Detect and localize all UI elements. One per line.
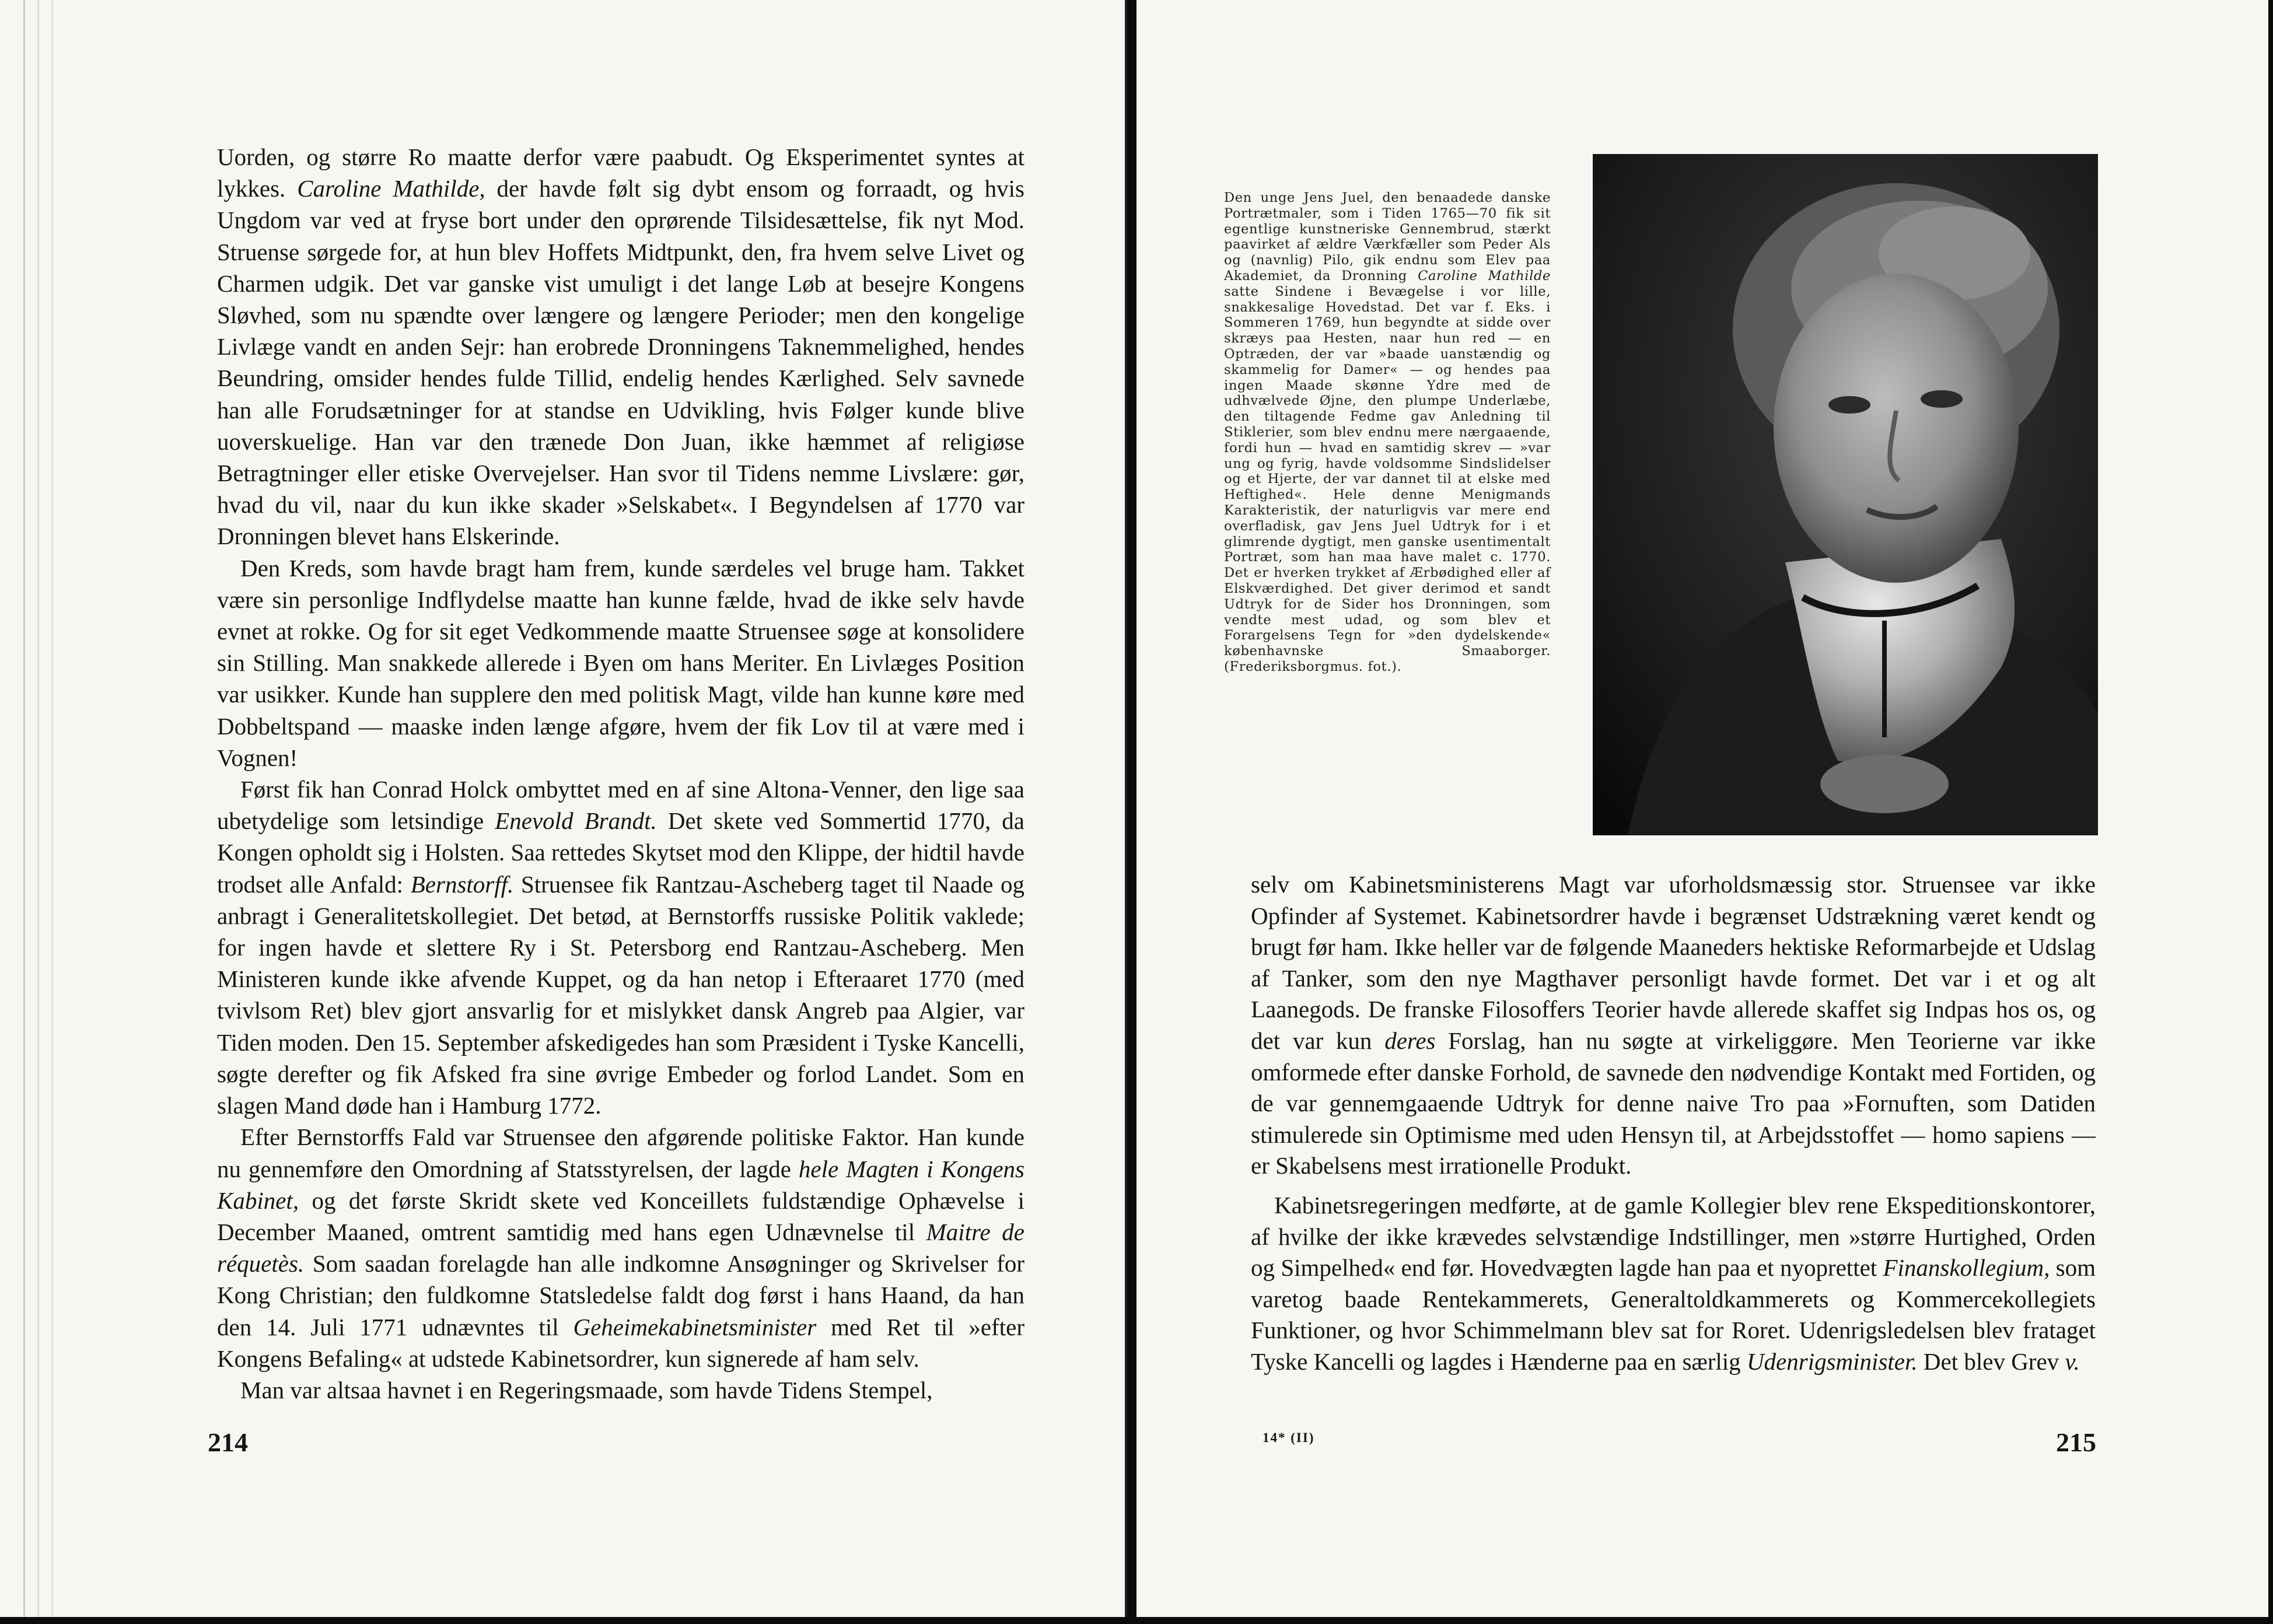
book-edge	[37, 0, 39, 1617]
paragraph: Kabinetsregeringen medførte, at de gamle Kollegier blev rene Ekspeditionskontorer, af hvilke der ikke krævedes selvstændige Indstillinger, men »større Hurtighed, Orden og Simpelhed« end før. Hovedvægten lagde han paa et nyoprettet Finanskollegium, som varetog baade Rentekammerets, Generaltoldkammerets og Kommercekollegiets Funktioner, og hvor Schimmelmann blev sat for Roret. Udenrigsledelsen blev frataget Tyske Kancelli og lagdes i Hænderne paa en særlig Udenrigsminister. Det blev Grev v.	[1251, 1191, 2096, 1375]
book-edge	[23, 0, 25, 1617]
paragraph: Man var altsaa havnet i en Regeringsmaade, som havde Tidens Stempel,	[240, 1376, 933, 1404]
left-page	[0, 0, 1127, 1617]
paragraph: Uorden, og større Ro maatte derfor være paabudt. Og Eksperimentet syntes at lykkes. Caroline Mathilde, der havde følt sig dybt ensom og forraadt, og hvis Ungdom var ved at fryse bort under den oprørende Tilsidesættelse, fik nyt Mod. Struense sørgede for, at hun blev Hoffets Midtpunkt, den, fra hvem selve Livet og Charmen udgik. Det var ganske vist umuligt i det lange Løb at besejre Kongens Sløvhed, som nu spændte over længere og længere Perioder; men den kongelige Livlæge vandt en anden Sejr: han erobrede Dronningens Taknemmelighed, hendes Beundring, omsider hendes fulde Tillid, endelig hendes Kærlighed. Selv savnede han alle Forudsætninger for at standse en Udvikling, hvis Følger kunde blive uoverskuelige. Han var den trænede Don Juan, ikke hæmmet af religiøse Betragtninger eller etiske Overvejelser. Han svor til Tidens nemme Livslære: gør, hvad du vil, naar du kun ikke skader »Selskabet«. I Begyndelsen af 1770 var Dronningen blevet hans Elskerinde.	[217, 144, 1025, 550]
sheet-signature: 14* (II)	[1263, 1430, 1315, 1445]
portrait-caption: Den unge Jens Juel, den benaadede danske Portrætmaler, som i Tiden 1765—70 fik sit egentlige kunstneriske Gennembrud, stærkt paavirket af ældre Værkfæller som Peder Als og (navnlig) Pilo, gik endnu som Elev paa Akademiet, da Dronning Caroline Mathilde satte Sindene i Bevægelse i vor lille, snakkesalige Hovedstad. Det var f. Eks. i Sommeren 1769, hun begyndte at sidde over skræys paa Hesten, naar hun red — en Optræden, der var »baade uanstændig og skammelig for Damer« — og hendes paa ingen Maade skønne Ydre med de udhvælvede Øjne, den plumpe Underlæbe, den tiltagende Fedme gav Anledning til Stiklerier, som blev endnu mere nærgaaende, fordi hun — hvad en samtidig skrev — »var ung og fyrig, havde voldsomme Sindslidelser og et Hjerte, der var dannet til at elske med Heftighed«. Hele denne Menigmands Karakteristik, der naturligvis var mere end overfladisk, gav Jens Juel Udtryk for i et glimrende dygtigt, men ganske usentimentalt Portræt, som han maa have malet c. 1770. Det er hverken trykket af Ærbødighed eller af Elskværdighed. Det giver derimod et sandt Udtryk for de Sider hos Dronningen, som vendte mest udad, og som blev et Forargelsens Tegn for »den dydelskende« københavnske Smaaborger. (Frederiksborgmus. fot.).	[1224, 190, 1551, 674]
left-text-column	[217, 141, 1024, 1406]
portrait-image	[1593, 154, 2098, 835]
page-number: 214	[208, 1427, 248, 1457]
paragraph: Efter Bernstorffs Fald var Struensee den afgørende politiske Faktor. Han kunde nu gennemføre den Omordning af Statsstyrelsen, der lagde hele Magten i Kongens Kabinet, og det første Skridt skete ved Konceillets fuldstændige Ophævelse i December Maaned, omtrent samtidig med hans egen Udnævnelse til Maitre de réquetès. Som saadan forelagde han alle indkomne Ansøgninger og Skrivelser for Kong Christian; den fuldkomne Statsledelse faldt dog først i hans Haand, da han den 14. Juli 1771 udnævntes til Geheimekabinetsminister med Ret til »efter Kongens Befaling« at udstede Kabinetsordrer, kun signerede af ham selv.	[217, 1124, 1024, 1372]
page-number: 215	[2056, 1427, 2096, 1457]
paragraph: Først fik han Conrad Holck ombyttet med en af sine Altona-Venner, den lige saa ubetydelige som letsindige Enevold Brandt. Det skete ved Sommertid 1770, da Kongen opholdt sig i Holsten. Saa rettedes Skytset mod den Klippe, der hidtil havde trodset alle Anfald: Bernstorff. Struensee fik Rantzau-Ascheberg taget til Naade og anbragt i Generalitetskollegiet. Det betød, at Bernstorffs russiske Politik vaklede; for ingen havde et slettere Ry i St. Petersborg end Rantzau-Ascheberg. Men Ministeren kunde ikke afvende Kuppet, og da han netop i Efteraaret 1770 (med tvivlsom Ret) blev gjort ansvarlig for et mislykket dansk Angreb paa Algier, var Tiden moden. Den 15. September afskedigedes han som Præsident i Tyske Kancelli, søgte derefter og fik Afsked fra sine øvrige Embeder og forlod Landet. Som en slagen Mand døde han i Hamburg 1772.	[217, 776, 1024, 1119]
paragraph: selv om Kabinetsministerens Magt var uforholdsmæssig stor. Struensee var ikke Opfinder af Systemet. Kabinetsordrer havde i begrænset Udstrækning været kendt og brugt før ham. Ikke heller var de følgende Maaneders hektiske Reformarbejde et Udslag af Tanker, som den nye Magthaver personligt havde formet. Det var i et og alt Laanegods. De franske Filosoffers Teorier havde allerede skaffet sig Indpas hos os, og det var kun deres Forslag, han nu søgte at virkeliggøre. Men Teorierne var ikke omformede efter danske Forhold, de savnede den nødvendige Kontakt med Fortiden, og de var gennemgaaende Udtryk for denne naive Tro paa »Fornuften, som Datiden stimulerede sin Optimisme med uden Hensyn til, at Arbejdsstoffet — homo sapiens — er Skabelsens mest irrationelle Produkt.	[1251, 871, 2096, 1180]
right-text-column	[1251, 869, 2096, 1378]
portrait-illustration	[1593, 154, 2098, 835]
paragraph: Den Kreds, som havde bragt ham frem, kunde særdeles vel bruge ham. Takket være sin personlige Indflydelse maatte han kunne fælde, hvad de ikke selv havde evnet at rokke. Og for sit eget Vedkommende maatte Struensee søge at konsolidere sin Stilling. Man snakkede allerede i Byen om hans Meriter. En Livlæges Position var usikker. Kunde han supplere den med politisk Magt, vilde han kunne køre med Dobbeltspand — maaske inden længe afgøre, hvem der fik Lov til at være med i Vognen!	[217, 554, 1024, 771]
book-edge	[51, 0, 53, 1617]
